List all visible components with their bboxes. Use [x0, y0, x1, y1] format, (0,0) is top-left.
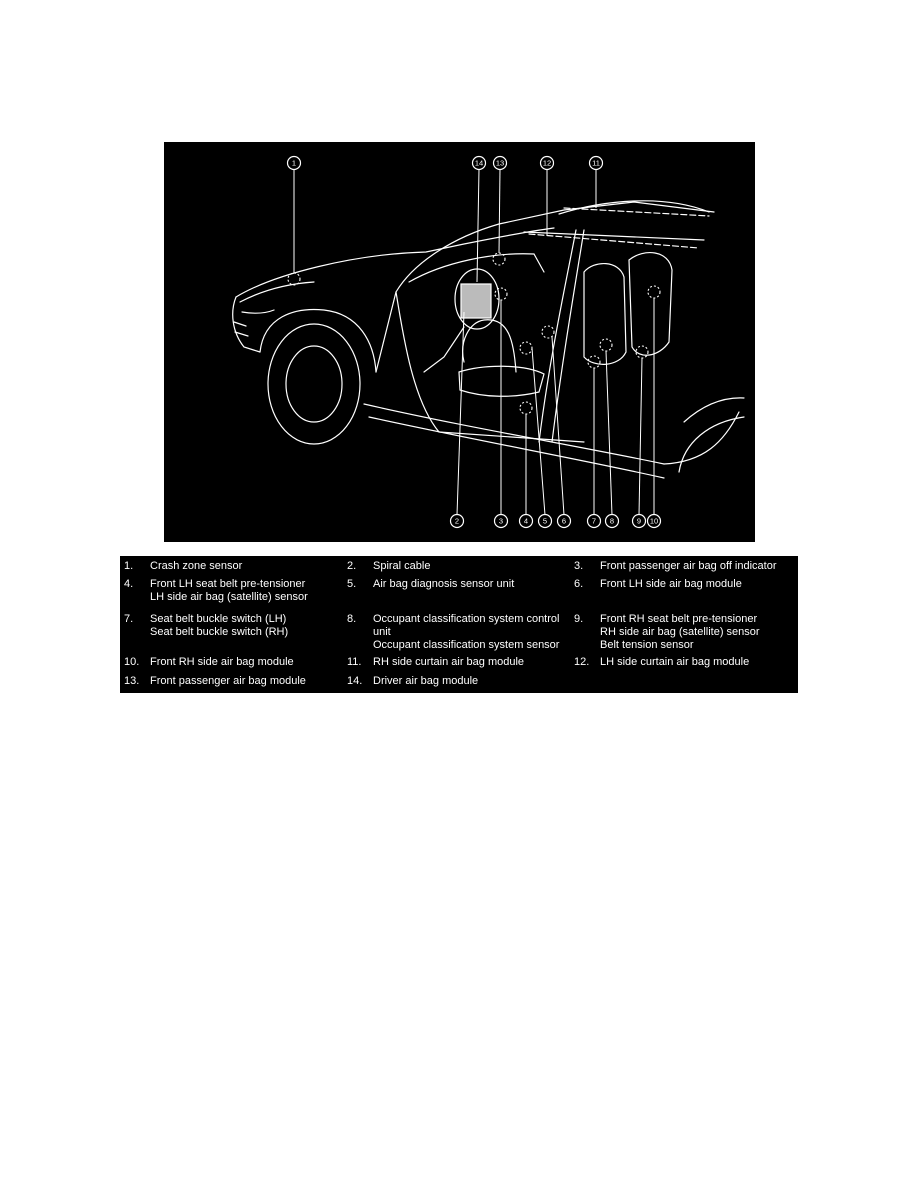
leader-9: [639, 358, 642, 515]
legend-row: [120, 613, 798, 652]
legend-item-text: [150, 613, 347, 652]
headlamp: [240, 282, 314, 313]
legend-item: [124, 613, 347, 652]
legend-item-number: 9.: [574, 613, 584, 625]
legend-item-text: [600, 578, 794, 604]
legend-item-line: RH side curtain air bag module: [373, 656, 525, 668]
leader-14: [477, 169, 479, 282]
rocker-panel: [364, 404, 664, 464]
legend-item: [124, 560, 347, 573]
sensor-marker-4: [520, 402, 532, 414]
legend-item-line: LH side curtain air bag module: [600, 656, 750, 668]
sensor-marker-9: [636, 346, 648, 358]
sensor-marker-10: [648, 286, 660, 298]
legend-item-number: 1.: [124, 560, 134, 572]
legend-item-line: Belt tension sensor: [600, 639, 694, 651]
component-legend: [120, 556, 798, 693]
callout-7: 7: [591, 516, 597, 526]
rear-seat-right: [629, 253, 672, 356]
driver-airbag-module: [461, 284, 491, 318]
legend-item-text: [600, 560, 794, 573]
legend-item-text: [600, 656, 794, 669]
legend-row: [120, 675, 578, 688]
callout-14: 14: [474, 158, 484, 168]
legend-item-text: [150, 560, 347, 573]
sensor-marker-8: [600, 339, 612, 351]
b-pillar: [539, 230, 576, 442]
legend-item: [124, 578, 347, 604]
legend-item-text: [373, 675, 574, 688]
callout-11: 11: [592, 158, 600, 168]
legend-item-line: RH side air bag (satellite) sensor: [600, 626, 760, 638]
leader-8: [606, 351, 612, 515]
legend-item-text: [373, 578, 574, 604]
callout-4: 4: [523, 516, 529, 526]
legend-item: [347, 560, 574, 573]
legend-item-line: LH side air bag (satellite) sensor: [150, 591, 308, 603]
steering-column: [424, 327, 464, 372]
legend-row: [120, 560, 798, 573]
rocker-panel-lower: [369, 417, 664, 478]
legend-item-line: Driver air bag module: [373, 675, 479, 687]
legend-row: [120, 656, 798, 669]
legend-item-number: 12.: [574, 656, 590, 668]
legend-item: [574, 578, 794, 604]
legend-item: [347, 578, 574, 604]
legend-item-line: Front passenger air bag off indicator: [600, 560, 777, 572]
callout-5: 5: [542, 516, 548, 526]
roof-line: [559, 201, 709, 214]
legend-item-number: 3.: [574, 560, 584, 572]
legend-item: [347, 613, 574, 652]
rear-quarter: [664, 398, 744, 464]
vehicle-line-drawing: [164, 142, 755, 542]
legend-item-text: [373, 656, 574, 669]
legend-item-number: 2.: [347, 560, 357, 572]
dashboard: [409, 254, 544, 282]
leader-13: [499, 169, 500, 253]
callout-8: 8: [609, 516, 615, 526]
callout-3: 3: [498, 516, 504, 526]
legend-item-text: [150, 578, 347, 604]
legend-item-line: Spiral cable: [373, 560, 431, 572]
legend-item-line: Front RH side air bag module: [150, 656, 294, 668]
legend-item-line: Front LH seat belt pre-tensioner: [150, 578, 306, 590]
legend-item-line: Seat belt buckle switch (RH): [150, 626, 289, 638]
front-fascia: [233, 297, 260, 352]
legend-item-text: [150, 656, 347, 669]
legend-item-line: Crash zone sensor: [150, 560, 243, 572]
legend-item-number: 10.: [124, 656, 140, 668]
a-pillar: [376, 202, 714, 372]
rear-wheel-arch: [679, 417, 744, 472]
legend-item: [574, 613, 794, 652]
sensor-marker-5: [520, 342, 532, 354]
callout-12: 12: [542, 158, 552, 168]
legend-item-number: 6.: [574, 578, 584, 590]
legend-item-line: Front LH side air bag module: [600, 578, 742, 590]
legend-item-number: 8.: [347, 613, 357, 625]
leader-2: [457, 312, 464, 515]
legend-item-line: unit: [373, 626, 391, 638]
legend-item-number: 5.: [347, 578, 357, 590]
callout-6: 6: [561, 516, 567, 526]
legend-item-line: Seat belt buckle switch (LH): [150, 613, 287, 625]
legend-item: [124, 675, 347, 688]
legend-item: [574, 656, 794, 669]
wheel-arch: [260, 309, 376, 372]
legend-item-text: [600, 613, 794, 652]
legend-row: [120, 578, 798, 604]
legend-item-line: Air bag diagnosis sensor unit: [373, 578, 515, 590]
legend-item: [124, 656, 347, 669]
front-wheel-rim: [286, 346, 342, 422]
legend-item-number: 4.: [124, 578, 134, 590]
callout-13: 13: [495, 158, 505, 168]
legend-item-line: Occupant classification system control: [373, 613, 560, 625]
legend-item-text: [373, 613, 574, 652]
airbag-location-diagram: [164, 142, 755, 542]
legend-item-number: 13.: [124, 675, 140, 687]
legend-item: [574, 560, 794, 573]
legend-item-text: [373, 560, 574, 573]
legend-item: [347, 675, 574, 688]
legend-item-number: 14.: [347, 675, 363, 687]
legend-item-line: Front passenger air bag module: [150, 675, 306, 687]
front-seat-back: [463, 320, 516, 372]
callout-10: 10: [649, 516, 659, 526]
legend-item-number: 7.: [124, 613, 134, 625]
legend-item-line: Front RH seat belt pre-tensioner: [600, 613, 758, 625]
sensor-marker-6: [542, 326, 554, 338]
sensor-marker-3: [495, 288, 507, 300]
rear-seat-left: [584, 264, 626, 365]
legend-item-line: Occupant classification system sensor: [373, 639, 560, 651]
callout-1: 1: [291, 158, 297, 168]
legend-item: [347, 656, 574, 669]
callout-2: 2: [454, 516, 460, 526]
callout-9: 9: [636, 516, 642, 526]
legend-item-text: [150, 675, 347, 688]
legend-item-number: 11.: [347, 656, 362, 668]
front-wheel-tire: [268, 324, 360, 444]
